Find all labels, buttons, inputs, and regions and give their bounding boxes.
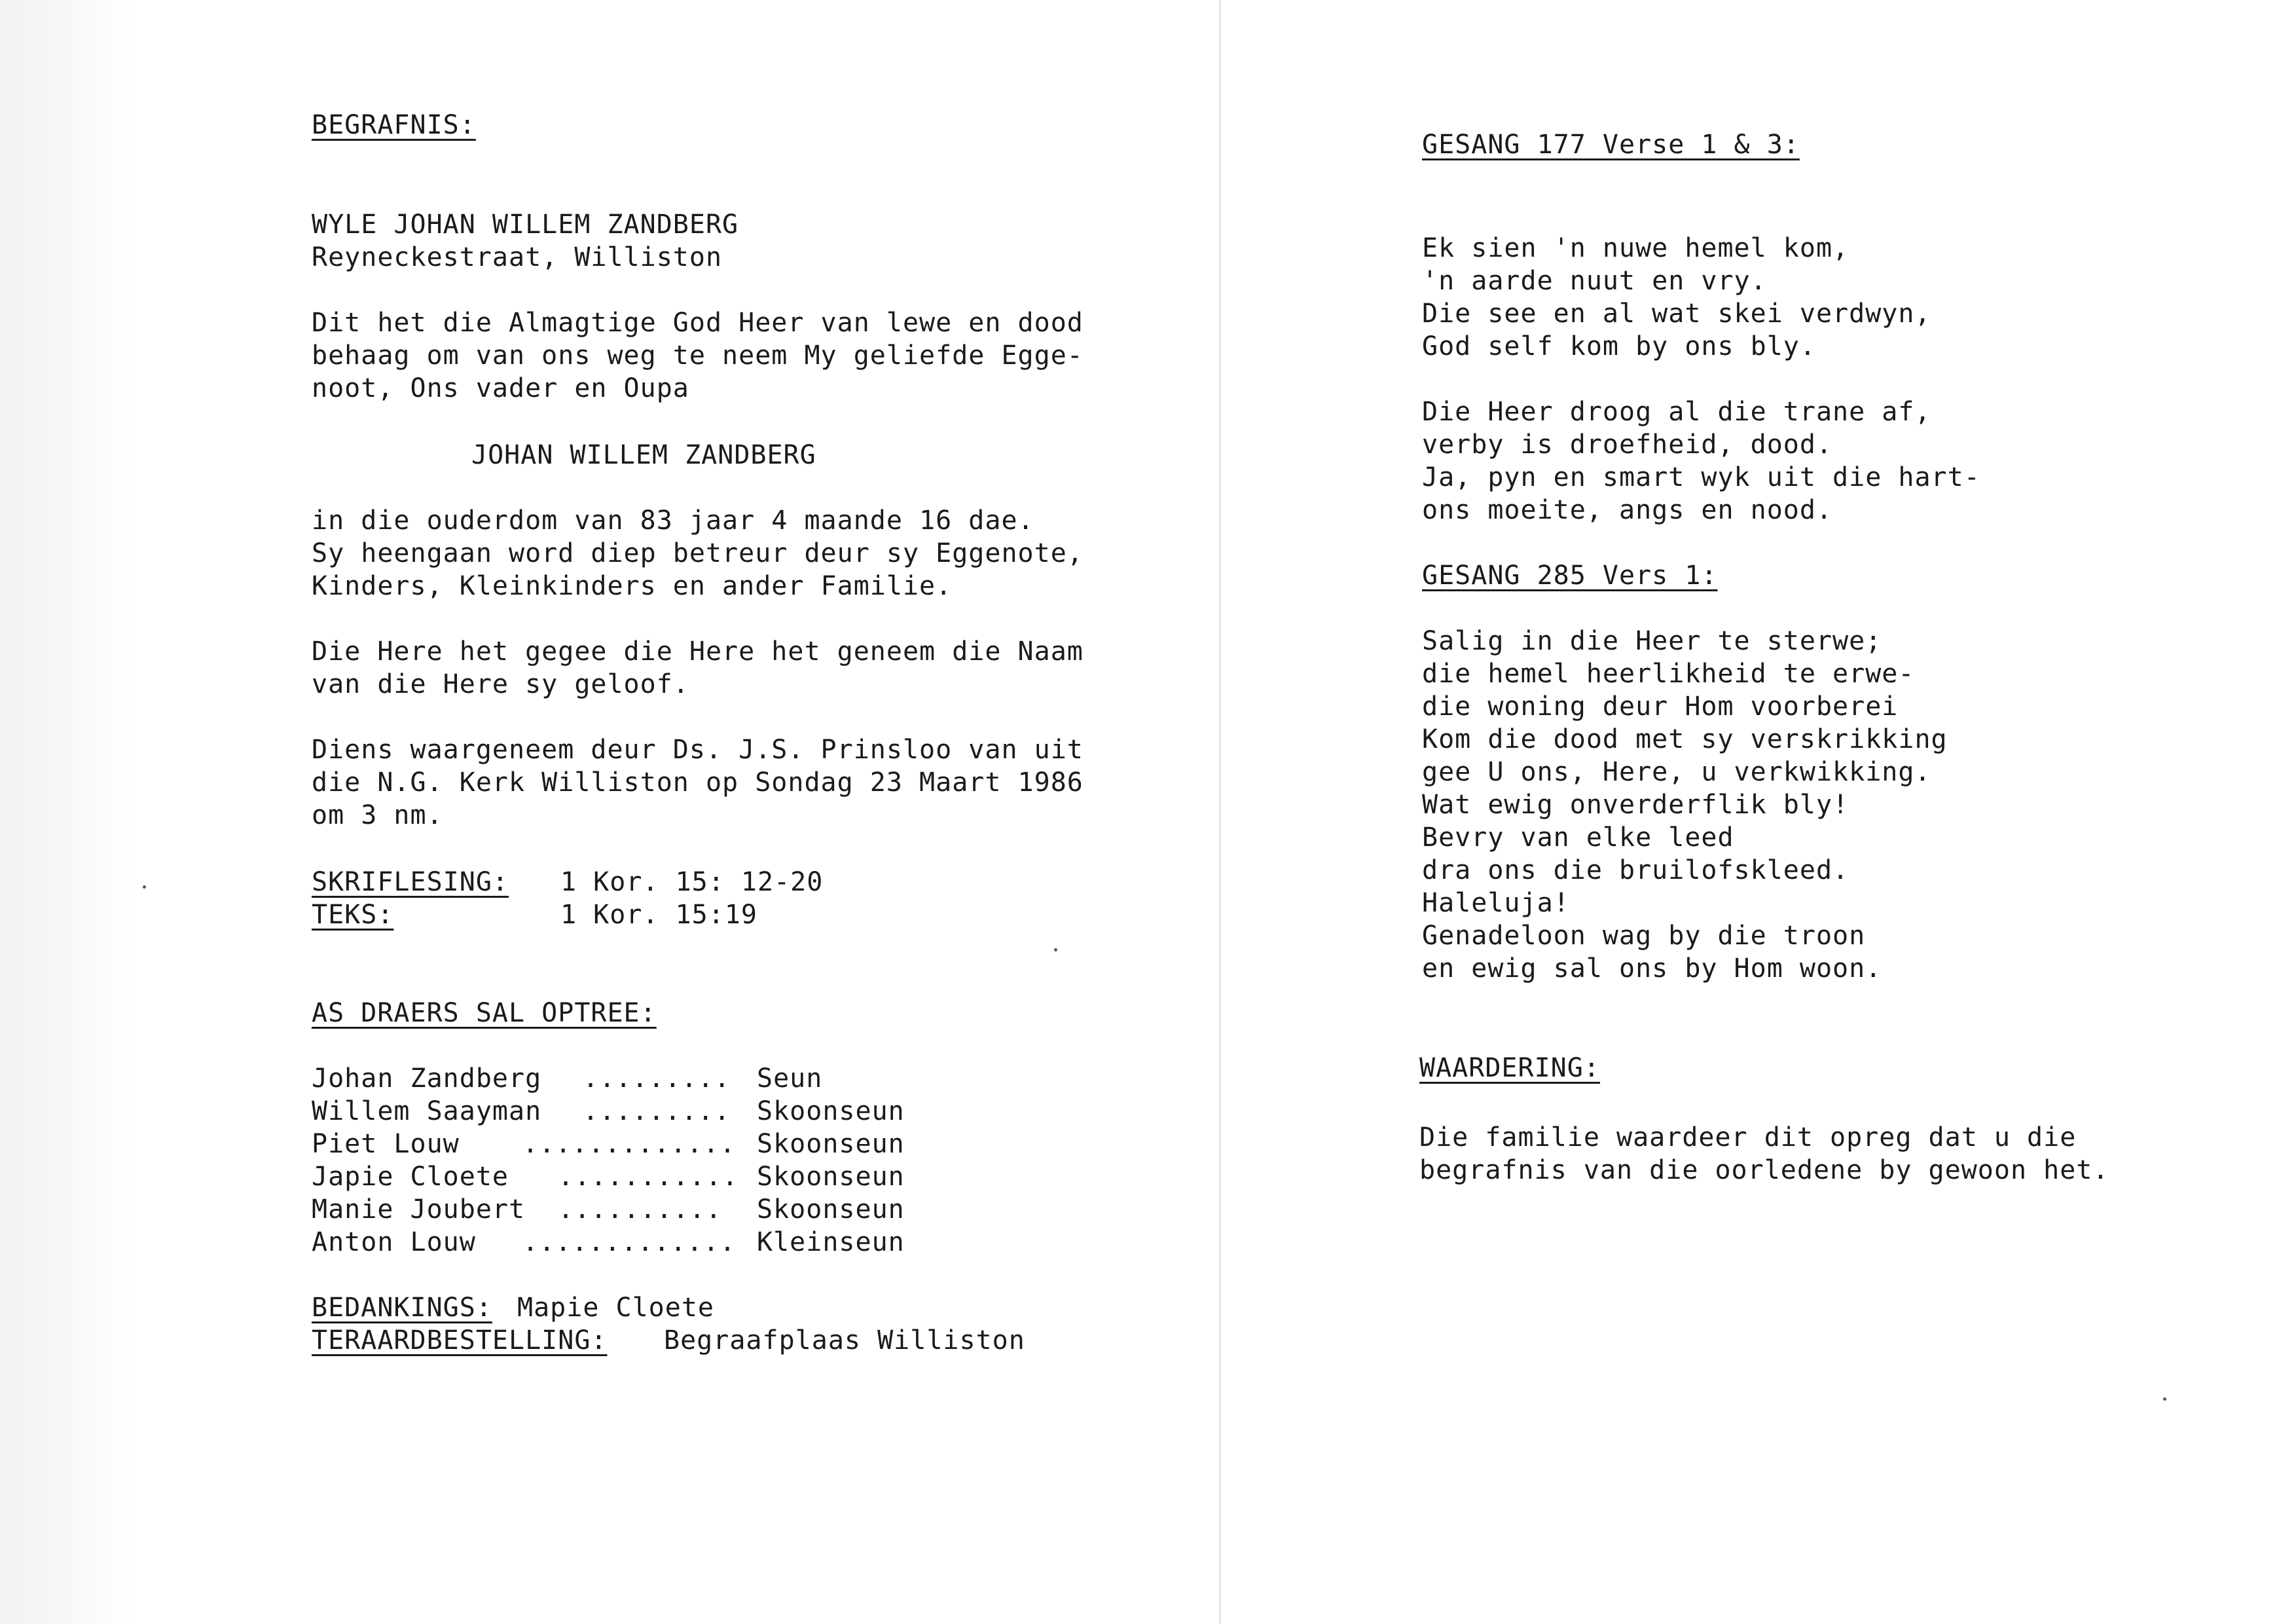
hymn-line: God self kom by ons bly. xyxy=(1422,331,1816,361)
announcement-line: behaag om van ons weg te neem My geliefde Egge- xyxy=(312,341,1084,371)
draer-dots: .......... xyxy=(558,1194,722,1225)
skriflesing-label: SKRIFLESING: xyxy=(312,867,509,897)
service-line: die N.G. Kerk Williston op Sondag 23 Maart 1986 xyxy=(312,767,1084,798)
hymn-177-heading: GESANG 177 Verse 1 & 3: xyxy=(1422,130,1800,160)
hymn-line: dra ons die bruilofskleed. xyxy=(1422,855,1850,885)
draer-relation: Skoonseun xyxy=(757,1194,905,1225)
teraardbestelling-label: TERAARDBESTELLING: xyxy=(312,1325,608,1356)
hymn-line: Ja, pyn en smart wyk uit die hart- xyxy=(1422,462,1980,492)
scripture-quote-line: Die Here het gegee die Here het geneem die Naam xyxy=(312,637,1084,667)
hymn-line: Salig in die Heer te sterwe; xyxy=(1422,626,1882,656)
service-line: om 3 nm. xyxy=(312,800,443,830)
deceased-title-line: WYLE JOHAN WILLEM ZANDBERG xyxy=(312,210,739,240)
hymn-line: Ek sien 'n nuwe hemel kom, xyxy=(1422,233,1850,263)
draer-dots: ........... xyxy=(558,1162,738,1192)
paper-speck xyxy=(143,885,146,889)
hymn-line: en ewig sal ons by Hom woon. xyxy=(1422,953,1882,984)
waardering-line: Die familie waardeer dit opreg dat u die xyxy=(1419,1122,2077,1153)
hymn-285-heading: GESANG 285 Vers 1: xyxy=(1422,561,1718,591)
teks-label: TEKS: xyxy=(312,900,394,930)
draer-dots: ......... xyxy=(583,1096,731,1126)
hymn-line: Haleluja! xyxy=(1422,888,1570,918)
draer-relation: Seun xyxy=(757,1063,823,1094)
hymn-line: ons moeite, angs en nood. xyxy=(1422,495,1833,525)
draer-name: Piet Louw xyxy=(312,1129,460,1159)
skriflesing-value: 1 Kor. 15: 12-20 xyxy=(560,867,824,897)
hymn-line: verby is droefheid, dood. xyxy=(1422,430,1833,460)
hymn-line: Bevry van elke leed xyxy=(1422,822,1734,853)
draer-relation: Skoonseun xyxy=(757,1096,905,1126)
hymn-line: die hemel heerlikheid te erwe- xyxy=(1422,659,1915,689)
teks-value: 1 Kor. 15:19 xyxy=(560,900,757,930)
draer-relation: Skoonseun xyxy=(757,1162,905,1192)
service-line: Diens waargeneem deur Ds. J.S. Prinsloo van uit xyxy=(312,735,1084,765)
draer-name: Japie Cloete xyxy=(312,1162,509,1192)
hymn-line: gee U ons, Here, u verkwikking. xyxy=(1422,757,1931,787)
deceased-name: JOHAN WILLEM ZANDBERG xyxy=(471,440,816,470)
paper-speck xyxy=(2163,1397,2166,1401)
draer-dots: ............. xyxy=(522,1129,737,1159)
draer-relation: Skoonseun xyxy=(757,1129,905,1159)
draer-name: Manie Joubert xyxy=(312,1194,526,1225)
age-line: Sy heengaan word diep betreur deur sy Eggenote, xyxy=(312,538,1084,568)
draer-name: Anton Louw xyxy=(312,1227,476,1257)
announcement-line: Dit het die Almagtige God Heer van lewe en dood xyxy=(312,308,1084,338)
waardering-heading: WAARDERING: xyxy=(1419,1053,1600,1083)
hymn-line: 'n aarde nuut en vry. xyxy=(1422,266,1767,296)
draer-dots: ......... xyxy=(583,1063,731,1094)
hymn-line: Die Heer droog al die trane af, xyxy=(1422,397,1931,427)
hymn-line: die woning deur Hom voorberei xyxy=(1422,692,1899,722)
paper-speck xyxy=(1054,948,1057,951)
hymn-line: Die see en al wat skei verdwyn, xyxy=(1422,299,1931,329)
draer-dots: ............. xyxy=(522,1227,737,1257)
draer-relation: Kleinseun xyxy=(757,1227,905,1257)
age-line: in die ouderdom van 83 jaar 4 maande 16 dae. xyxy=(312,506,1034,536)
waardering-line: begrafnis van die oorledene by gewoon het. xyxy=(1419,1155,2109,1185)
bedankings-label: BEDANKINGS: xyxy=(312,1293,492,1323)
hymn-line: Kom die dood met sy verskrikking xyxy=(1422,724,1948,754)
begrafnis-heading: BEGRAFNIS: xyxy=(312,110,476,140)
hymn-line: Genadeloon wag by die troon xyxy=(1422,921,1866,951)
announcement-line: noot, Ons vader en Oupa xyxy=(312,373,689,403)
draer-name: Willem Saayman xyxy=(312,1096,542,1126)
draer-name: Johan Zandberg xyxy=(312,1063,542,1094)
hymn-line: Wat ewig onverderflik bly! xyxy=(1422,790,1850,820)
age-line: Kinders, Kleinkinders en ander Familie. xyxy=(312,571,953,601)
bedankings-value: Mapie Cloete xyxy=(517,1293,714,1323)
teraardbestelling-value: Begraafplaas Williston xyxy=(664,1325,1025,1356)
scripture-quote-line: van die Here sy geloof. xyxy=(312,669,689,699)
page-fold-line xyxy=(1219,0,1221,1624)
draers-heading: AS DRAERS SAL OPTREE: xyxy=(312,998,657,1028)
scan-shadow xyxy=(0,0,137,1624)
deceased-address: Reyneckestraat, Williston xyxy=(312,242,723,272)
